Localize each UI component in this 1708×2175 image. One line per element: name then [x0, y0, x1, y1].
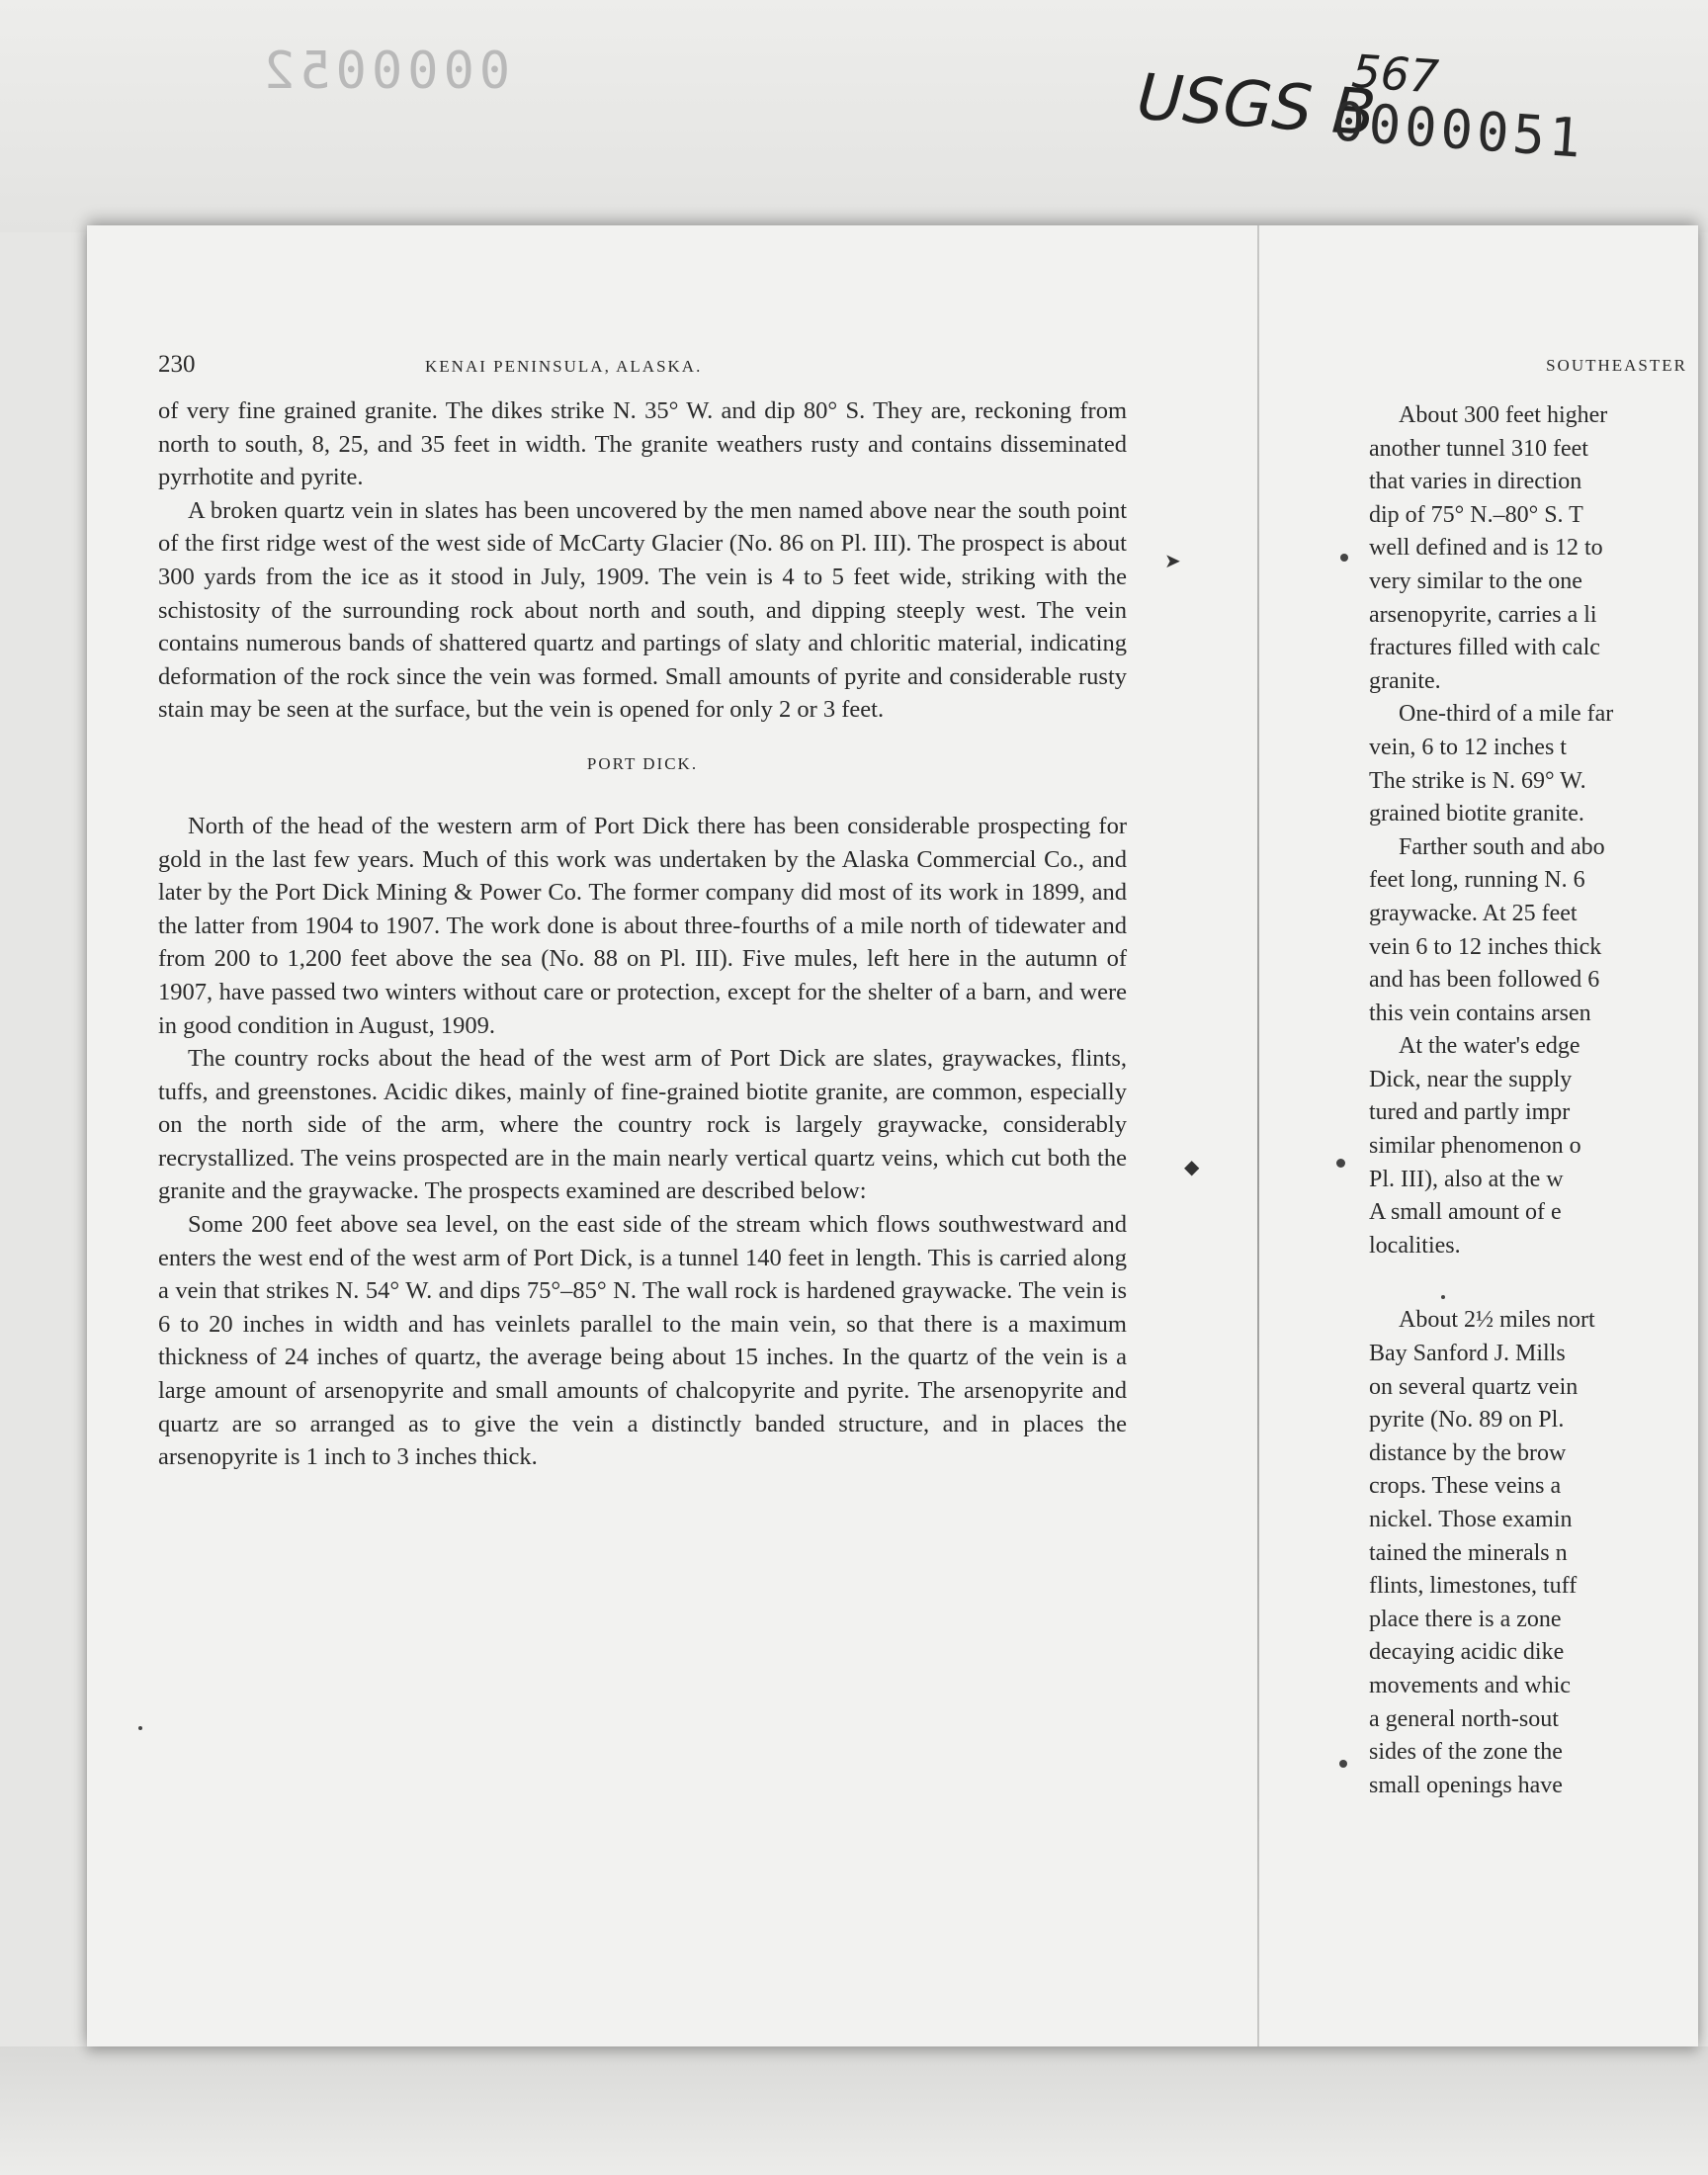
- right-text-block: [1369, 1304, 1687, 1802]
- right-text-line: tained the minerals n: [1369, 1539, 1568, 1566]
- right-text-line: a general north-sout: [1369, 1705, 1559, 1732]
- right-text-line: very similar to the one: [1369, 567, 1582, 594]
- faded-stamp-number: 0000052: [259, 42, 511, 101]
- right-text-line: small openings have: [1369, 1772, 1563, 1798]
- right-text-line: that varies in direction: [1369, 469, 1582, 495]
- right-text-line: tured and partly impr: [1369, 1099, 1571, 1126]
- margin-mark: ➤: [1164, 551, 1181, 572]
- right-text-line: another tunnel 310 feet: [1369, 435, 1588, 462]
- right-running-head: SOUTHEASTER: [1546, 356, 1687, 375]
- body-paragraph: The country rocks about the head of the west arm of Port Dick are slates, graywackes, flints, tuffs, and greenstones. Acidic dikes, mainly of fine-grained biotite granite, are common, especially on the north side of the arm, where the country rock is largely graywacke, considerably recrystallized. The veins prospected are in the main nearly vertical quartz veins, which cut both the granite and the graywacke. The prospects examined are described below:: [158, 1045, 1127, 1205]
- page-gutter: [1257, 225, 1259, 2046]
- right-text-line: feet long, running N. 6: [1369, 867, 1585, 894]
- body-paragraph: Some 200 feet above sea level, on the east side of the stream which flows southwestward and enters the west end of the west arm of Port Dick, is a tunnel 140 feet in length. This is carried along a vein that strikes N. 54° W. and dips 75°–85° N. The wall rock is hardened graywacke. The vein is 6 to 20 inches in width and has veinlets parallel to the main vein, so that there is a maximum thickness of 24 inches of quartz, the average being about 15 inches. In the quartz of the vein is a large amount of arsenopyrite and small amounts of chalcopyrite and pyrite. The arsenopyrite and quartz are so arranged as to give the vein a distinctly banded structure, and in places the arsenopyrite is 1 inch to 3 inches thick.: [158, 1211, 1127, 1471]
- right-text-line: and has been followed 6: [1369, 967, 1600, 994]
- right-text-line: granite.: [1369, 667, 1441, 694]
- right-page-partial: [1369, 356, 1687, 1802]
- right-text-line: arsenopyrite, carries a li: [1369, 601, 1597, 628]
- handwritten-overwrite: 567: [1349, 44, 1441, 104]
- body-paragraph: of very fine grained granite. The dikes strike N. 35° W. and dip 80° S. They are, reckoning from north to south, 8, 25, and 35 feet in width. The granite weathers rusty and contains disseminated pyrrhotite and pyrite.: [158, 397, 1127, 491]
- body-paragraph: North of the head of the western arm of Port Dick there has been considerable prospecting for gold in the last few years. Much of this work was undertaken by the Alaska Commercial Co., and later by the Port Dick Mining & Power Co. The former company did most of its work in 1899, and the latter from 1904 to 1907. The work done is about three-fourths of a mile north of tidewater and from 200 to 1,200 feet above the sea (No. 88 on Pl. III). Five mules, left here in the autumn of 1907, have passed two winters without care or protection, except for the shelter of a barn, and were in good condition in August, 1909.: [158, 812, 1127, 1039]
- right-text-line: About 2½ miles nort: [1399, 1307, 1595, 1334]
- ink-speck: [1339, 1760, 1347, 1768]
- right-text-line: flints, limestones, tuff: [1369, 1573, 1578, 1600]
- right-text-line: localities.: [1369, 1232, 1461, 1259]
- left-page: [158, 351, 1127, 1474]
- right-text-line: About 300 feet higher: [1399, 402, 1608, 428]
- right-text-line: nickel. Those examin: [1369, 1507, 1573, 1532]
- margin-mark: ◆: [1184, 1157, 1200, 1178]
- right-text-line: similar phenomenon o: [1369, 1133, 1581, 1160]
- right-text-line: movements and whic: [1369, 1672, 1571, 1698]
- handwritten-text: USGS B: [1134, 60, 1379, 151]
- right-text-line: vein, 6 to 12 inches t: [1369, 734, 1567, 760]
- right-text-line: fractures filled with calc: [1369, 635, 1600, 661]
- body-paragraph: A broken quartz vein in slates has been uncovered by the men named above near the south point of the first ridge west of the west side of McCarty Glacier (No. 86 on Pl. III). The prospect is about 300 yards from the ice as it stood in July, 1909. The vein is 4 to 5 feet wide, striking with the schistosity of the surrounding rock about north and south, and dipping steeply west. The vein contains numerous bands of shattered quartz and partings of slaty and chloritic material, indicating deformation of the rock since the vein was formed. Small amounts of pyrite and considerable rusty stain may be seen at the surface, but the vein is opened for only 2 or 3 feet.: [158, 496, 1127, 724]
- right-text-block: [1369, 399, 1687, 1262]
- right-text-line: place there is a zone: [1369, 1606, 1562, 1632]
- page-number: 230: [158, 351, 196, 378]
- right-text-line: grained biotite granite.: [1369, 801, 1584, 827]
- right-text-line: sides of the zone the: [1369, 1739, 1563, 1766]
- right-text-line: vein 6 to 12 inches thick: [1369, 933, 1602, 960]
- right-text-line: Dick, near the supply: [1369, 1066, 1573, 1092]
- right-block-gap: [1369, 1262, 1687, 1304]
- scan-background-bottom: [0, 2046, 1708, 2175]
- page-header: [158, 351, 1127, 391]
- right-text-line: decaying acidic dike: [1369, 1639, 1565, 1666]
- right-text-line: crops. These veins a: [1369, 1473, 1562, 1500]
- right-text-line: pyrite (No. 89 on Pl.: [1369, 1407, 1565, 1434]
- right-text-line: At the water's edge: [1399, 1033, 1580, 1060]
- right-text-line: this vein contains arsen: [1369, 1000, 1591, 1026]
- ink-speck: [1336, 1159, 1345, 1168]
- ink-speck: [138, 1726, 142, 1730]
- running-head: KENAI PENINSULA, ALASKA.: [425, 357, 703, 376]
- right-text-line: distance by the brow: [1369, 1439, 1567, 1466]
- section-heading: PORT DICK.: [586, 753, 699, 773]
- right-text-line: Farther south and abo: [1399, 833, 1605, 860]
- right-text-line: well defined and is 12 to: [1369, 535, 1603, 562]
- ink-speck: [1441, 1295, 1445, 1299]
- right-text-line: The strike is N. 69° W.: [1369, 767, 1586, 794]
- right-text-line: on several quartz vein: [1369, 1373, 1579, 1400]
- right-text-line: graywacke. At 25 feet: [1369, 900, 1578, 926]
- ink-speck: [1340, 554, 1348, 562]
- right-text-line: A small amount of e: [1369, 1199, 1562, 1226]
- stamp-number: 0000051: [1330, 90, 1587, 170]
- right-text-line: dip of 75° N.–80° S. T: [1369, 501, 1583, 528]
- right-text-line: Bay Sanford J. Mills: [1369, 1341, 1566, 1367]
- right-text-line: One-third of a mile far: [1399, 701, 1614, 728]
- right-text-line: Pl. III), also at the w: [1369, 1166, 1564, 1192]
